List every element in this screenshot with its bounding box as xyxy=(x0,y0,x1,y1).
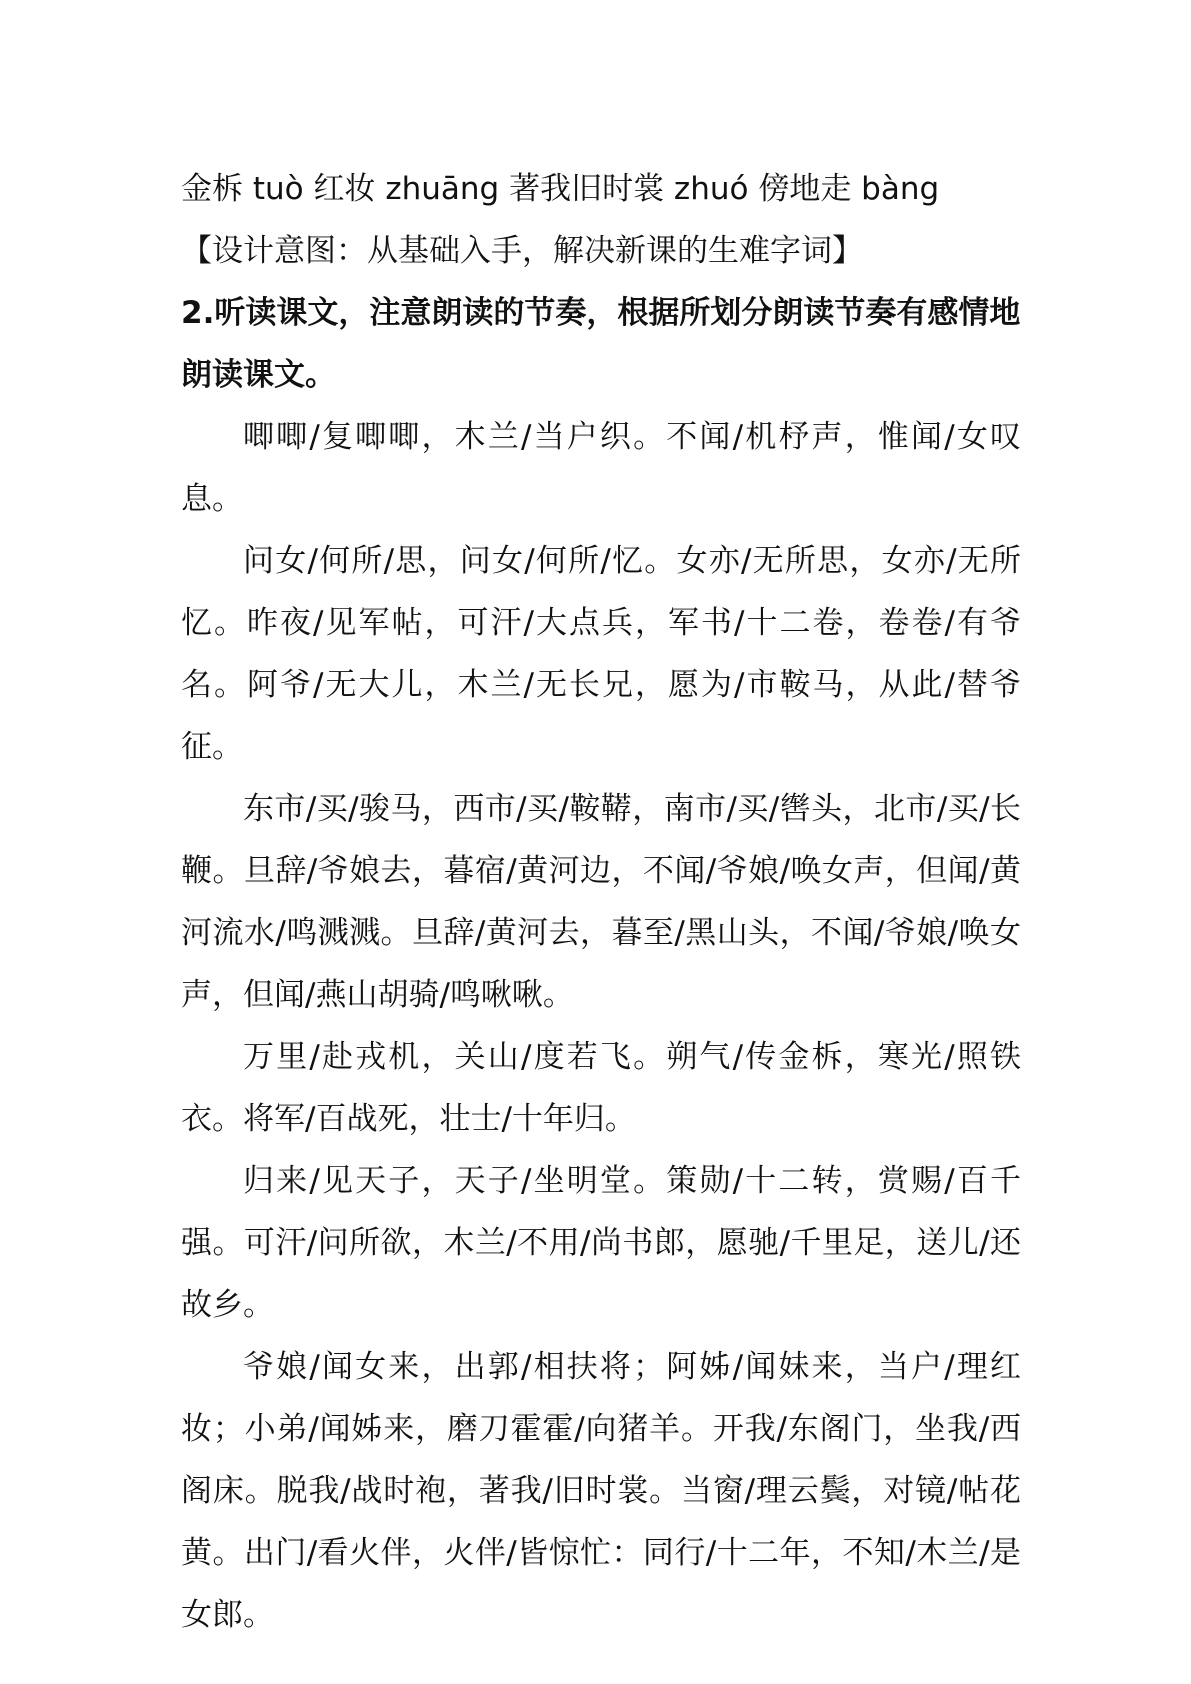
vocabulary-line: 金柝 tuò 红妆 zhuāng 著我旧时裳 zhuó 傍地走 bàng xyxy=(181,171,940,207)
step-2-heading: 2.听读课文，注意朗读的节奏，根据所划分朗读节奏有感情地朗读课文。 xyxy=(181,295,1021,393)
design-intent-note: 【设计意图：从基础入手，解决新课的生难字词】 xyxy=(181,233,863,269)
text-paragraph-1: 唧唧/复唧唧，木兰/当户织。不闻/机杼声，惟闻/女叹息。 xyxy=(181,419,1021,517)
text-paragraph-5: 归来/见天子，天子/坐明堂。策勋/十二转，赏赐/百千强。可汗/问所欲，木兰/不用/尚书郎，愿驰/千里足，送儿/还故乡。 xyxy=(181,1163,1021,1323)
text-paragraph-2: 问女/何所/思，问女/何所/忆。女亦/无所思，女亦/无所忆。昨夜/见军帖，可汗/大点兵，军书/十二卷，卷卷/有爷名。阿爷/无大儿，木兰/无长兄，愿为/市鞍马，从此/替爷征。 xyxy=(181,543,1021,765)
text-paragraph-4: 万里/赴戎机，关山/度若飞。朔气/传金柝，寒光/照铁衣。将军/百战死，壮士/十年归。 xyxy=(181,1039,1021,1137)
text-paragraph-6: 爷娘/闻女来，出郭/相扶将；阿姊/闻妹来，当户/理红妆；小弟/闻姊来，磨刀霍霍/向猪羊。开我/东阁门，坐我/西阁床。脱我/战时袍，著我/旧时裳。当窗/理云鬓，对镜/帖花黄。出门/看火伴，火伴/皆惊忙：同行/十二年，不知/木兰/是女郎。 xyxy=(181,1349,1021,1633)
text-paragraph-3: 东市/买/骏马，西市/买/鞍鞯，南市/买/辔头，北市/买/长鞭。旦辞/爷娘去，暮宿/黄河边，不闻/爷娘/唤女声，但闻/黄河流水/鸣溅溅。旦辞/黄河去，暮至/黑山头，不闻/爷娘/唤女声，但闻/燕山胡骑/鸣啾啾。 xyxy=(181,791,1021,1013)
document-page xyxy=(181,158,1021,1646)
